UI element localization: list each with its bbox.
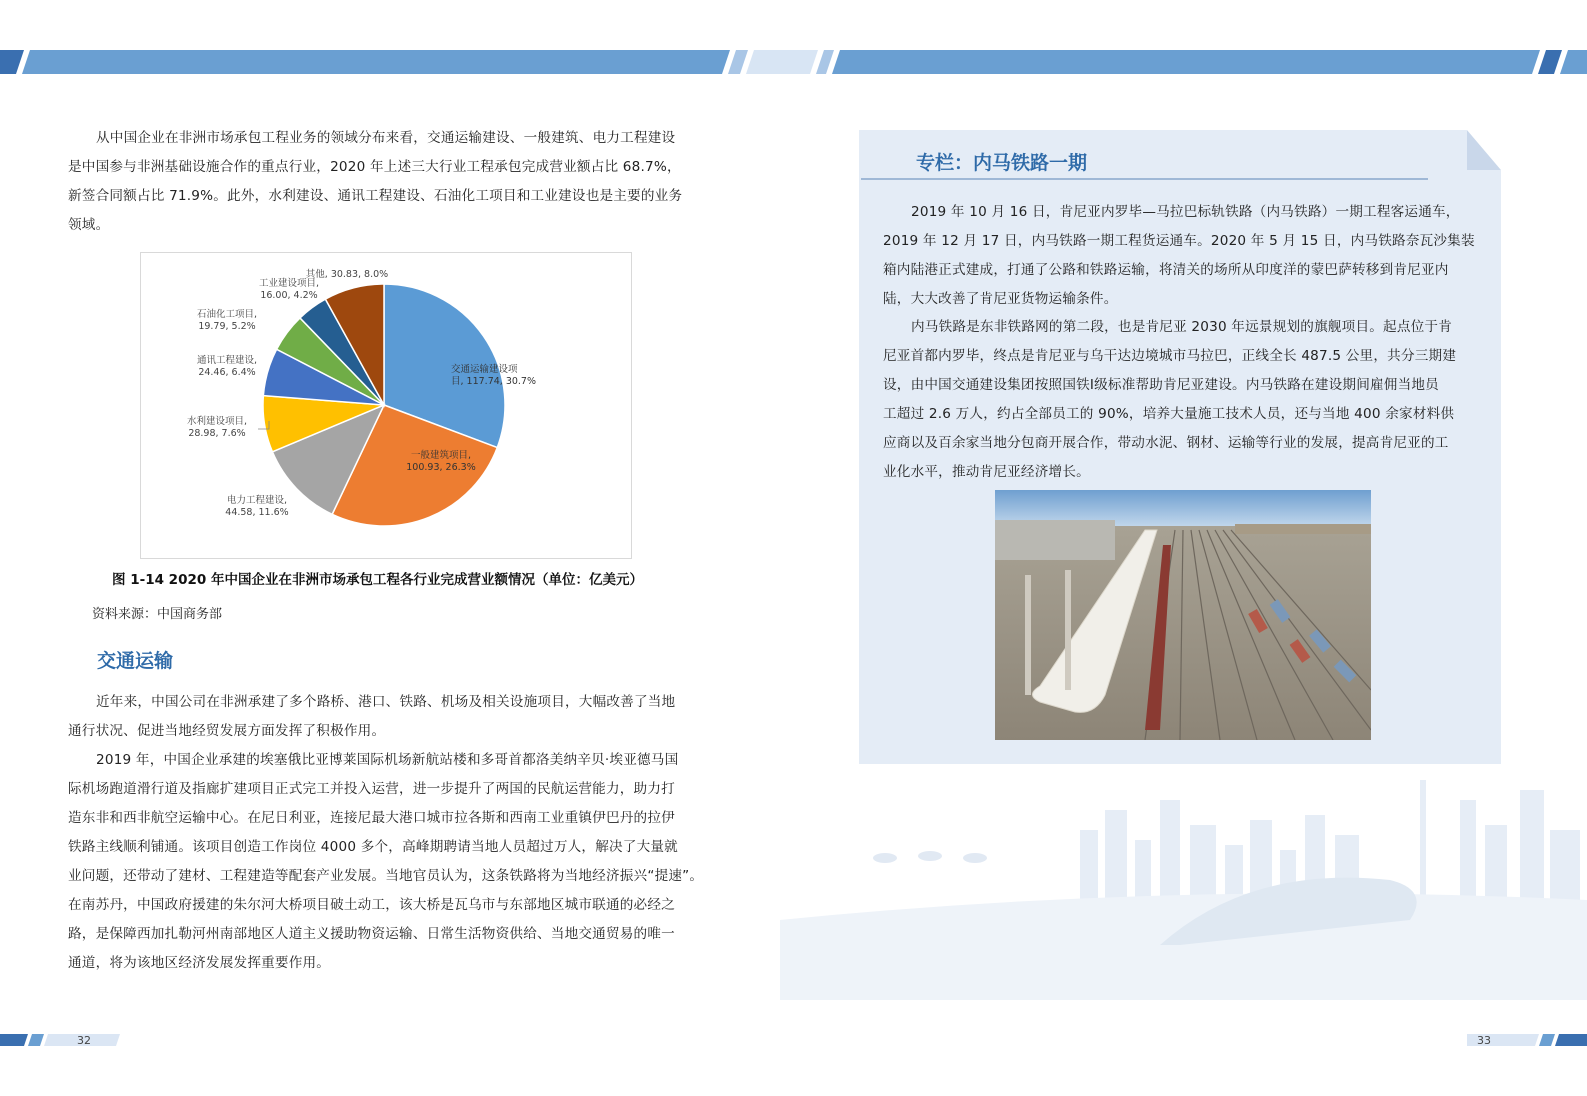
pie-chart-frame [140,252,632,559]
page-fold-corner [1467,130,1501,170]
column-title-rule [861,178,1428,180]
footer-band-left [0,1034,120,1046]
decorative-skyline-train [780,770,1587,1000]
figure-caption: 图 1-14 2020 年中国企业在非洲市场承包工程各行业完成营业额情况（单位：亿美元） [112,572,643,588]
pie-label-3: 水利建设项目, 28.98, 7.6% [186,416,248,439]
page-number-right: 33 [1477,1034,1491,1047]
column-title: 专栏：内马铁路一期 [916,152,1088,174]
pie-label-0: 交通运输建设项目, 117.74, 30.7% [451,364,536,387]
column-paragraph-1: 2019 年 10 月 16 日，肯尼亚内罗毕—马拉巴标轨铁路（内马铁路）一期工程客运通车， 2019 年 12 月 17 日，内马铁路一期工程货运通车。2020 年 5 月 15 日，内马铁路奈瓦沙集装 箱内陆港正式建成，打通了公路和铁路运输，将清关的场所从印度洋的蒙巴萨转移到肯尼亚内 陆，大大改善了肯尼亚货物运输条件。 [883,204,1475,307]
pie-label-1: 一般建筑项目, 100.93, 26.3% [406,450,476,473]
transport-paragraph-2: 2019 年，中国企业承建的埃塞俄比亚博莱国际机场新航站楼和多哥首都洛美纳辛贝·埃亚德马国 际机场跑道滑行道及指廊扩建项目正式完工并投入运营，进一步提升了两国的民航运营能力，助力打 造东非和西非航空运输中心。在尼日利亚，连接尼最大港口城市拉各斯和西南工业重镇伊巴丹的拉伊 铁路主线顺利铺通。该项目创造工作岗位 4000 多个，高峰期聘请当地人员超过万人，解决了大量就 业问题，还带动了建材、工程建造等配套产业发展。当地官员认为，这条铁路将为当地经济振兴“提速”。 在南苏丹，中国政府援建的朱尔河大桥项目破土动工，该大桥是瓦乌市与东部地区城市联通的必经之 路，是保障西加扎勒河州南部地区人道主义援助物资运输、日常生活物资供给、当地交通贸易的唯一 通道，将为该地区经济发展发挥重要作用。 [68,752,704,971]
pie-label-4: 通讯工程建设, 24.46, 6.4% [196,355,258,378]
top-header-band [0,50,1587,74]
transport-paragraph-1: 近年来，中国公司在非洲承建了多个路桥、港口、铁路、机场及相关设施项目，大幅改善了当地 通行状况、促进当地经贸发展方面发挥了积极作用。 [68,694,676,739]
pie-label-5: 石油化工项目, 19.79, 5.2% [196,309,258,332]
pie-label-6: 工业建设项目, 16.00, 4.2% [258,278,320,301]
pie-label-2: 电力工程建设, 44.58, 11.6% [225,495,289,518]
railway-station-photo [995,490,1371,740]
pie-label-7: 其他, 30.83, 8.0% [305,269,389,280]
section-title: 交通运输 [97,650,174,672]
figure-source: 资料来源：中国商务部 [92,607,223,622]
column-paragraph-2: 内马铁路是东非铁路网的第二段，也是肯尼亚 2030 年远景规划的旗舰项目。起点位于肯 尼亚首都内罗毕，终点是肯尼亚与乌干达边境城市马拉巴，正线全长 487.5 公里，共分三期建 设，由中国交通建设集团按照国铁Ⅰ级标准帮助肯尼亚建设。内马铁路在建设期间雇佣当地员 工超过 2.6 万人，约占全部员工的 90%，培养大量施工技术人员，还与当地 400 余家材料供 应商以及百余家当地分包商开展合作，带动水泥、钢材、运输等行业的发展，提高肯尼亚的工 业化水平，推动肯尼亚经济增长。 [883,319,1457,480]
page-number-left: 32 [77,1034,91,1047]
intro-paragraph: 从中国企业在非洲市场承包工程业务的领域分布来看，交通运输建设、一般建筑、电力工程建设 是中国参与非洲基础设施合作的重点行业，2020 年上述三大行业工程承包完成营业额占比 68.7%， 新签合同额占比 71.9%。此外，水利建设、通讯工程建设、石油化工项目和工业建设也是主要的业务 领域。 [68,130,683,233]
pie-chart [141,253,631,558]
